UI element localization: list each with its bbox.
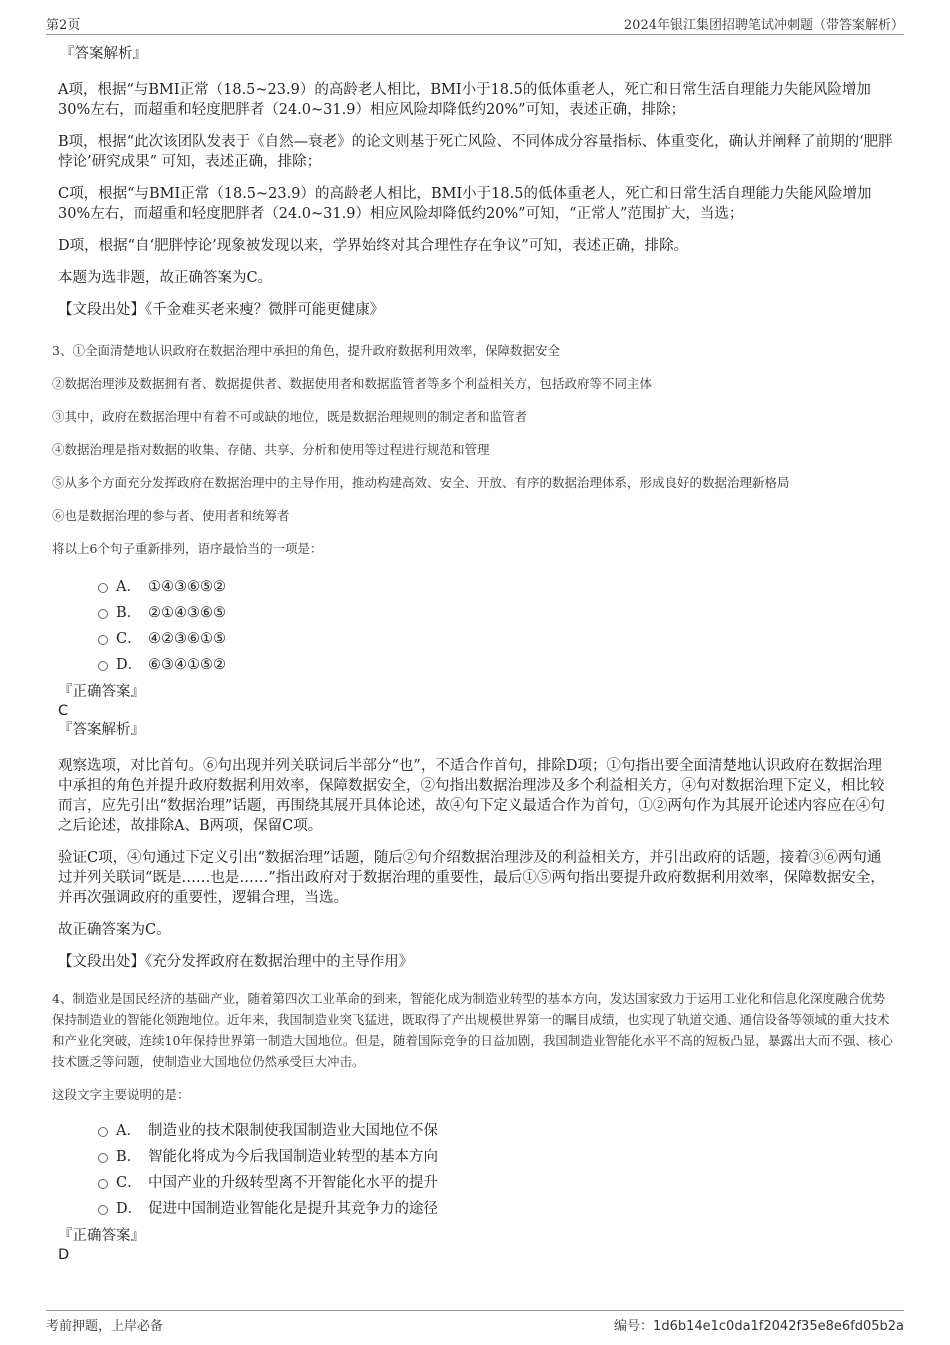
page-footer [46, 1310, 904, 1335]
option-b[interactable] [98, 1144, 894, 1170]
option-c[interactable] [98, 626, 894, 652]
document-title: 2024年银江集团招聘笔试冲刺题（带答案解析） [623, 18, 904, 33]
question-3-line: ③其中，政府在数据治理中有着不可或缺的地位，既是数据治理规则的制定者和监管者 [52, 409, 528, 424]
option-a[interactable] [98, 1118, 894, 1144]
option-letter: D． [116, 657, 143, 673]
analysis-paragraph: 观察选项，对比首句。⑥句出现并列关联词后半部分“也”，不适合作首句，排除D项；①句指出要全面清楚地认识政府在数据治理中承担的角色并提升政府数据利用效率，保障数据安全，②句指出数据治理涉及多个利益相关方，④句对数据治理下定义，相比较而言，应先引出“数据治理”话题，再围绕其展开具体论述，故④句下定义最适合作为首句，①②两句作为其展开论述内容应在④句之后论述，故排除A、B两项，保留C项。 [58, 758, 885, 834]
correct-answer-label: 『正确答案』 [58, 1228, 145, 1244]
radio-button-icon[interactable] [98, 1205, 108, 1215]
option-letter: C． [116, 1175, 142, 1191]
option-letter: A． [116, 1123, 141, 1139]
option-text: 中国产业的升级转型离不开智能化水平的提升 [148, 1175, 438, 1191]
question-3-line: ⑥也是数据治理的参与者、使用者和统筹者 [52, 508, 290, 523]
option-letter: B． [116, 1149, 142, 1165]
option-c[interactable] [98, 1170, 894, 1196]
option-text: ①④③⑥⑤② [148, 579, 226, 595]
source-citation: 【文段出处】《充分发挥政府在数据治理中的主导作用》 [58, 954, 414, 970]
radio-button-icon[interactable] [98, 609, 108, 619]
option-text: ④②③⑥①⑤ [148, 631, 226, 647]
analysis-conclusion: 本题为选非题，故正确答案为C。 [58, 270, 273, 286]
document-id-value: 1d6b14e1c0da1f2042f35e8e6fd05b2a [653, 1319, 904, 1334]
question-3-line: 3、①全面清楚地认识政府在数据治理中承担的角色，提升政府数据利用效率，保障数据安全 [52, 343, 560, 358]
document-id-label: 编号： [614, 1319, 654, 1334]
analysis-paragraph: 验证C项，④句通过下定义引出“数据治理”话题，随后②句介绍数据治理涉及的利益相关方，并引出政府的话题，接着③⑥两句通过并列关联词“既是……也是……”指出政府对于数据治理的重要性，最后①⑤两句指出要提升政府数据利用效率，保障数据安全，并再次强调政府的重要性，逻辑合理，当选。 [58, 850, 885, 906]
option-d[interactable] [98, 1196, 894, 1222]
analysis-paragraph: D项，根据“自‘肥胖悖论’现象被发现以来，学界始终对其合理性存在争议”可知，表述正确，排除。 [58, 238, 689, 254]
analysis-paragraph: A项，根据“与BMI正常（18.5~23.9）的高龄老人相比，BMI小于18.5的低体重老人，死亡和日常生活自理能力失能风险增加30%左右，而超重和轻度肥胖者（24.0~31.9）相应风险却降低约20%”可知，表述正确，排除； [58, 82, 871, 118]
option-text: ②①④③⑥⑤ [148, 605, 226, 621]
option-b[interactable] [98, 600, 894, 626]
option-letter: B． [116, 605, 142, 621]
option-text: 制造业的技术限制使我国制造业大国地位不保 [148, 1123, 438, 1139]
option-d[interactable] [98, 652, 894, 678]
question-3-line: ④数据治理是指对数据的收集、存储、共享、分析和使用等过程进行规范和管理 [52, 442, 490, 457]
correct-answer: D [58, 1247, 70, 1263]
radio-button-icon[interactable] [98, 583, 108, 593]
option-letter: A． [116, 579, 141, 595]
correct-answer-label: 『正确答案』 [58, 684, 145, 700]
analysis-conclusion: 故正确答案为C。 [58, 922, 171, 938]
document-id [614, 1315, 904, 1334]
analysis-label: 『答案解析』 [58, 722, 145, 738]
option-letter: D． [116, 1201, 143, 1217]
option-letter: C． [116, 631, 142, 647]
question-4-options [58, 1118, 894, 1222]
option-a[interactable] [98, 574, 894, 600]
source-citation: 【文段出处】《千金难买老来瘦？微胖可能更健康》 [58, 302, 385, 318]
question-3-prompt: 将以上6个句子重新排列，语序最恰当的一项是： [52, 541, 323, 556]
radio-button-icon[interactable] [98, 635, 108, 645]
page-content [52, 44, 894, 1264]
question-3-line: ⑤从多个方面充分发挥政府在数据治理中的主导作用，推动构建高效、安全、开放、有序的数据治理体系，形成良好的数据治理新格局 [52, 475, 790, 490]
question-4-stem: 4、制造业是国民经济的基础产业，随着第四次工业革命的到来，智能化成为制造业转型的基本方向，发达国家致力于运用工业化和信息化深度融合优势保持制造业的智能化领跑地位。近年来，我国制造业突飞猛进，既取得了产出规模世界第一的瞩目成绩，也实现了轨道交通、通信设备等领域的重大技术和产业化突破，连续10年保持世界第一制造大国地位。但是，随着国际竞争的日益加剧，我国制造业智能化水平不高的短板凸显，暴露出大而不强、核心技术匮乏等问题，使制造业大国地位仍然承受巨大冲击。 [52, 991, 893, 1069]
option-text: ⑥③④①⑤② [148, 657, 226, 673]
correct-answer: C [58, 703, 69, 719]
page-number: 第2页 [46, 18, 81, 33]
analysis-paragraph: B项，根据“此次该团队发表于《自然—衰老》的论文则基于死亡风险、不同体成分容量指标、体重变化，确认并阐释了前期的‘肥胖悖论’研究成果” 可知，表述正确，排除； [58, 134, 893, 170]
question-3-options [58, 574, 894, 678]
page-header [46, 12, 904, 35]
question-3-line: ②数据治理涉及数据拥有者、数据提供者、数据使用者和数据监管者等多个利益相关方，包括政府等不同主体 [52, 376, 653, 391]
footer-slogan: 考前押题，上岸必备 [46, 1319, 164, 1334]
analysis-label: 『答案解析』 [60, 46, 147, 62]
analysis-paragraph: C项，根据“与BMI正常（18.5~23.9）的高龄老人相比，BMI小于18.5的低体重老人，死亡和日常生活自理能力失能风险增加30%左右，而超重和轻度肥胖者（24.0~31.9）相应风险却降低约20%”可知，“正常人”范围扩大，当选； [58, 186, 872, 222]
radio-button-icon[interactable] [98, 1179, 108, 1189]
question-4-prompt: 这段文字主要说明的是： [52, 1087, 190, 1102]
radio-button-icon[interactable] [98, 1127, 108, 1137]
radio-button-icon[interactable] [98, 661, 108, 671]
radio-button-icon[interactable] [98, 1153, 108, 1163]
option-text: 智能化将成为今后我国制造业转型的基本方向 [148, 1149, 438, 1165]
option-text: 促进中国制造业智能化是提升其竞争力的途径 [148, 1201, 438, 1217]
